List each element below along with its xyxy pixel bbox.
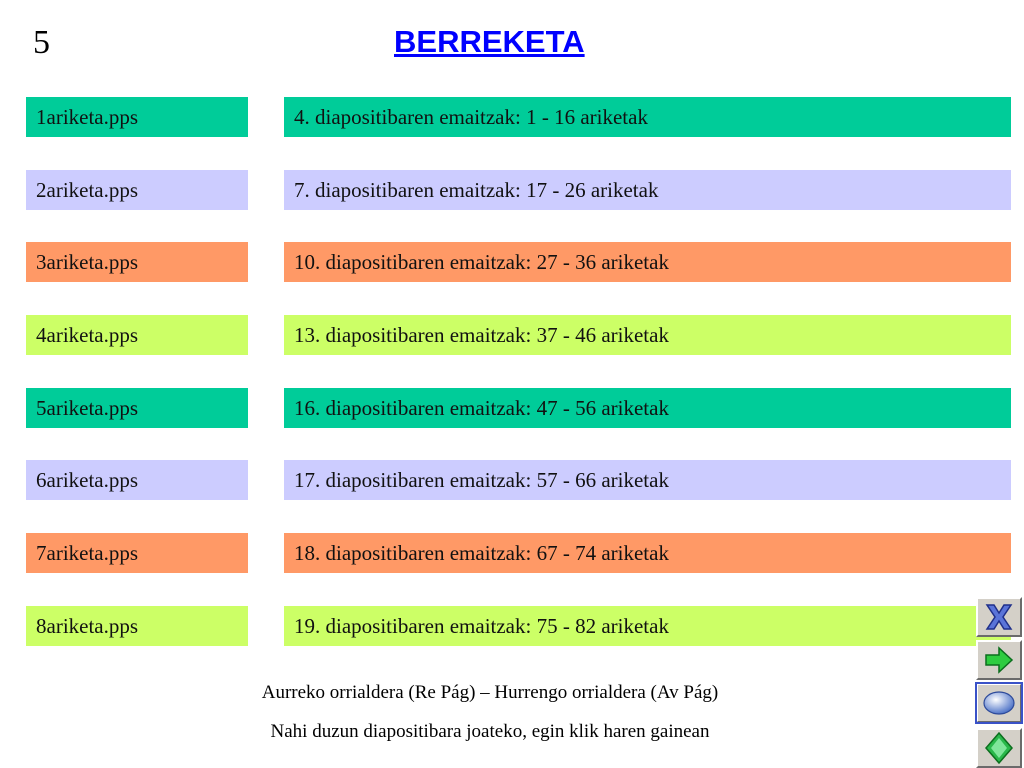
list-item	[0, 170, 1024, 210]
list-item	[0, 315, 1024, 355]
stop-show-button[interactable]	[976, 683, 1022, 723]
next-arrow-icon	[978, 642, 1020, 678]
result-link-3[interactable]: 10. diapositibaren emaitzak: 27 - 36 ariketak	[284, 242, 1011, 282]
list-item	[0, 388, 1024, 428]
home-button[interactable]	[976, 728, 1022, 768]
footer-instructions-click: Nahi duzun diapositibara joateko, egin klik haren gainean	[270, 721, 710, 742]
list-item	[0, 97, 1024, 137]
result-link-2[interactable]: 7. diapositibaren emaitzak: 17 - 26 ariketak	[284, 170, 1011, 210]
next-slide-button[interactable]	[976, 640, 1022, 680]
result-link-6[interactable]: 17. diapositibaren emaitzak: 57 - 66 ariketak	[284, 460, 1011, 500]
file-link-3[interactable]: 3ariketa.pps	[26, 242, 248, 282]
footer-instructions-paging: Aurreko orrialdera (Re Pág) – Hurrengo orrialdera (Av Pág)	[261, 682, 719, 703]
result-link-8[interactable]: 19. diapositibaren emaitzak: 75 - 82 ariketak	[284, 606, 1011, 646]
close-button[interactable]	[976, 597, 1022, 637]
list-item	[0, 460, 1024, 500]
file-link-7[interactable]: 7ariketa.pps	[26, 533, 248, 573]
slide-number: 5	[33, 24, 50, 61]
list-item	[0, 533, 1024, 573]
home-diamond-icon	[978, 730, 1020, 766]
file-link-5[interactable]: 5ariketa.pps	[26, 388, 248, 428]
file-link-1[interactable]: 1ariketa.pps	[26, 97, 248, 137]
close-x-icon	[978, 599, 1020, 635]
result-link-1[interactable]: 4. diapositibaren emaitzak: 1 - 16 ariketak	[284, 97, 1011, 137]
result-link-7[interactable]: 18. diapositibaren emaitzak: 67 - 74 ariketak	[284, 533, 1011, 573]
file-link-6[interactable]: 6ariketa.pps	[26, 460, 248, 500]
page-title-link[interactable]: BERREKETA	[394, 24, 585, 59]
list-item	[0, 242, 1024, 282]
result-link-5[interactable]: 16. diapositibaren emaitzak: 47 - 56 ariketak	[284, 388, 1011, 428]
file-link-2[interactable]: 2ariketa.pps	[26, 170, 248, 210]
file-link-8[interactable]: 8ariketa.pps	[26, 606, 248, 646]
result-link-4[interactable]: 13. diapositibaren emaitzak: 37 - 46 ariketak	[284, 315, 1011, 355]
list-item	[0, 606, 1024, 646]
stop-oval-icon	[978, 685, 1020, 721]
file-link-4[interactable]: 4ariketa.pps	[26, 315, 248, 355]
